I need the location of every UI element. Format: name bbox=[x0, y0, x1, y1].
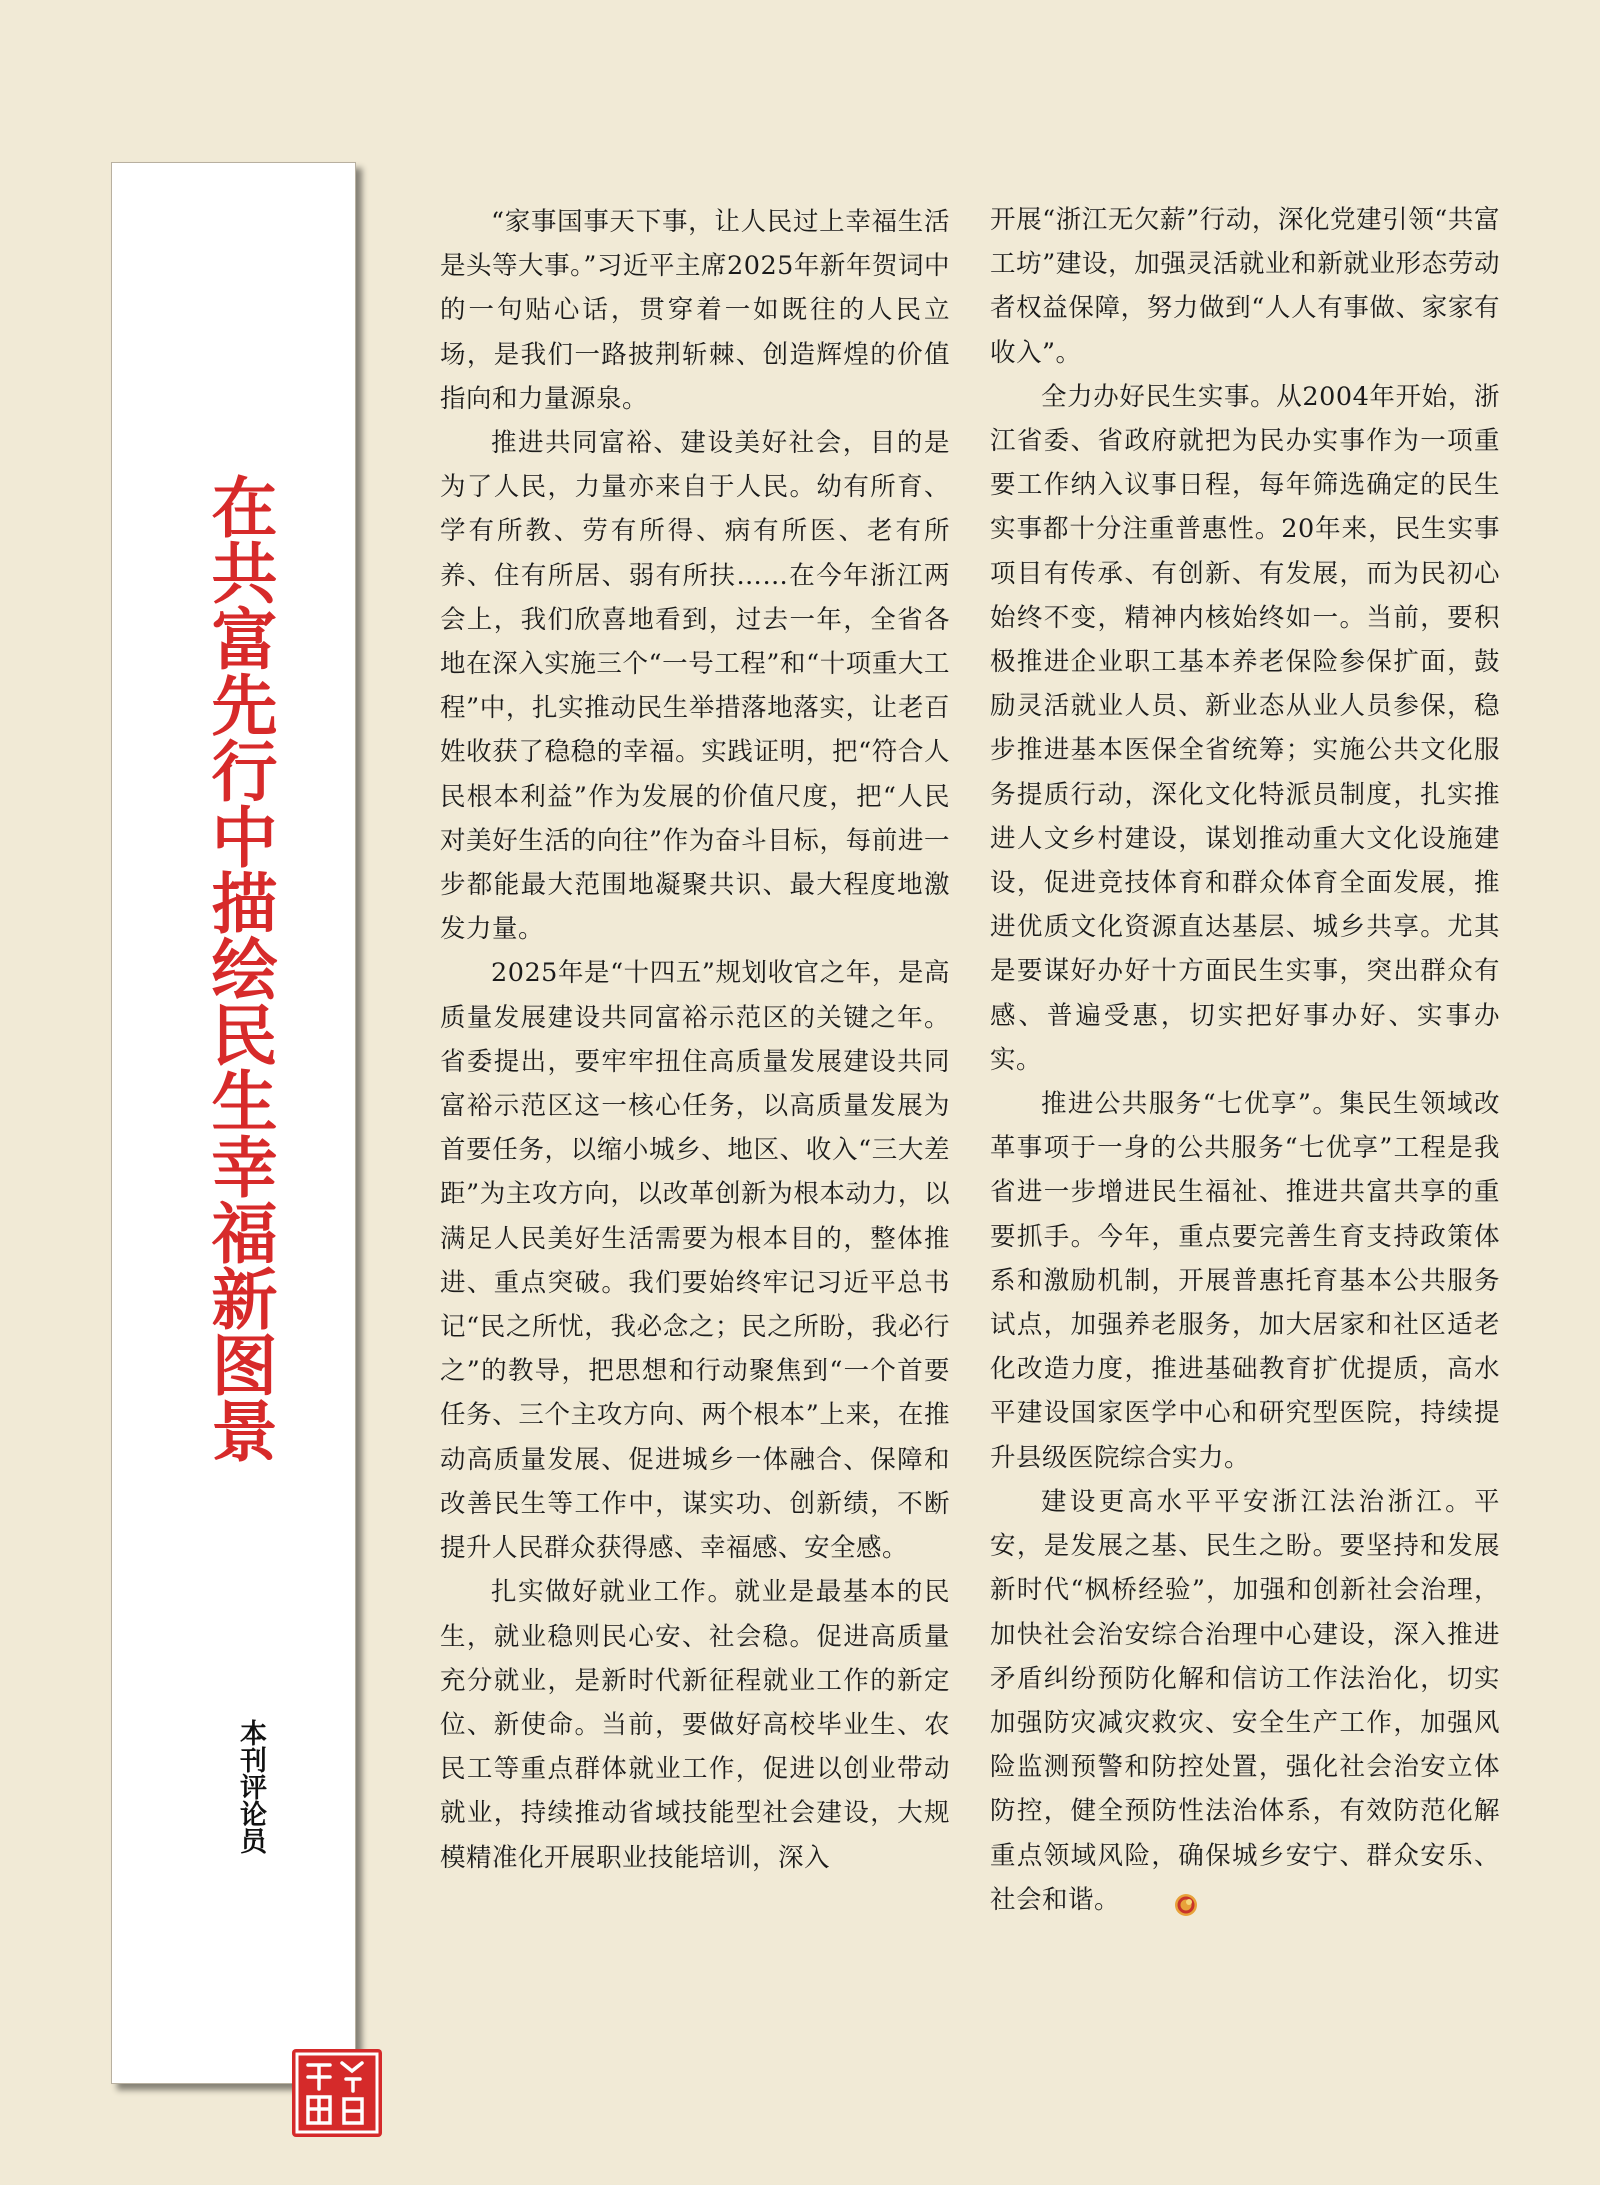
article-column-right bbox=[990, 198, 1500, 1922]
paragraph-4-continued: 开展“浙江无欠薪”行动，深化党建引领“共富工坊”建设，加强灵活就业和新就业形态劳动者权益保障，努力做到“人人有事做、家家有收入”。 bbox=[990, 205, 1500, 368]
paragraph-7 bbox=[990, 1480, 1500, 1922]
paragraph-6: 推进公共服务“七优享”。集民生领域改革事项于一身的公共服务“七优享”工程是我省进一步增进民生福祉、推进共富共享的重要抓手。今年，重点要完善生育支持政策体系和激励机制，开展普惠托育基本公共服务试点，加强养老服务，加大居家和社区适老化改造力度，推进基础教育扩优提质，高水平建设国家医学中心和研究型医院，持续提升县级医院综合实力。 bbox=[990, 1089, 1500, 1473]
seal-glyph-art bbox=[292, 2049, 382, 2137]
paragraph-3: 2025年是“十四五”规划收官之年，是高质量发展建设共同富裕示范区的关键之年。省委提出，要牢牢扭住高质量发展建设共同富裕示范区这一核心任务，以高质量发展为首要任务，以缩小城乡、地区、收入“三大差距”为主攻方向，以改革创新为根本动力，以满足人民美好生活需要为根本目的，整体推进、重点突破。我们要始终牢记习近平总书记“民之所忧，我必念之；民之所盼，我必行之”的教导，把思想和行动聚焦到“一个首要任务、三个主攻方向、两个根本”上来，在推动高质量发展、促进城乡一体融合、保障和改善民生等工作中，谋实功、创新绩，不断提升人民群众获得感、幸福感、安全感。 bbox=[440, 958, 950, 1564]
article-column-left bbox=[440, 200, 950, 1880]
article-title: 在共富先行中描绘民生幸福新图景 bbox=[200, 473, 278, 1463]
paragraph-2: 推进共同富裕、建设美好社会，目的是为了人民，力量亦来自于人民。幼有所育、学有所教、劳有所得、病有所医、老有所养、住有所居、弱有所扶……在今年浙江两会上，我们欣喜地看到，过去一年，全省各地在深入实施三个“一号工程”和“十项重大工程”中，扎实推动民生举措落地落实，让老百姓收获了稳稳的幸福。实践证明，把“符合人民根本利益”作为发展的价值尺度，把“人民对美好生活的向往”作为奋斗目标，每前进一步都能最大范围地凝聚共识、最大程度地激发力量。 bbox=[440, 428, 950, 945]
title-wrapper bbox=[200, 468, 278, 1468]
paragraph-5: 全力办好民生实事。从2004年开始，浙江省委、省政府就把为民办实事作为一项重要工作纳入议事日程，每年筛选确定的民生实事都十分注重普惠性。20年来，民生实事项目有传承、有创新、有发展，而为民初心始终不变，精神内核始终如一。当前，要积极推进企业职工基本养老保险参保扩面，鼓励灵活就业人员、新业态从业人员参保，稳步推进基本医保全省统筹；实施公共文化服务提质行动，深化文化特派员制度，扎实推进人文乡村建设，谋划推动重大文化设施建设，促进竞技体育和群众体育全面发展，推进优质文化资源直达基层、城乡共享。尤其是要谋好办好十方面民生实事，突出群众有感、普遍受惠，切实把好事办好、实事办实。 bbox=[990, 381, 1500, 1075]
end-mark-icon bbox=[1122, 1888, 1148, 1914]
article-body bbox=[440, 200, 1510, 2050]
seal-stamp bbox=[292, 2049, 382, 2137]
title-panel bbox=[111, 162, 356, 2084]
paragraph-4: 扎实做好就业工作。就业是最基本的民生，就业稳则民心安、社会稳。促进高质量充分就业，是新时代新征程就业工作的新定位、新使命。当前，要做好高校毕业生、农民工等重点群体就业工作，促进以创业带动就业，持续推动省域技能型社会建设，大规模精准化开展职业技能培训，深入 bbox=[440, 1577, 950, 1873]
paragraph-7-text: 建设更高水平平安浙江法治浙江。平安，是发展之基、民生之盼。要坚持和发展新时代“枫桥经验”，加强和创新社会治理，加快社会治安综合治理中心建设，深入推进矛盾纠纷预防化解和信访工作法治化，切实加强防灾减灾救灾、安全生产工作，加强风险监测预警和防控处置，强化社会治安立体防控，健全预防性法治体系，有效防范化解重点领域风险，确保城乡安宁、群众安乐、社会和谐。 bbox=[990, 1486, 1500, 1915]
paragraph-1: “家事国事天下事，让人民过上幸福生活是头等大事。”习近平主席2025年新年贺词中的一句贴心话，贯穿着一如既往的人民立场，是我们一路披荆斩棘、创造辉煌的价值指向和力量源泉。 bbox=[440, 207, 950, 414]
author-byline: 本刊评论员 bbox=[235, 1718, 266, 1854]
